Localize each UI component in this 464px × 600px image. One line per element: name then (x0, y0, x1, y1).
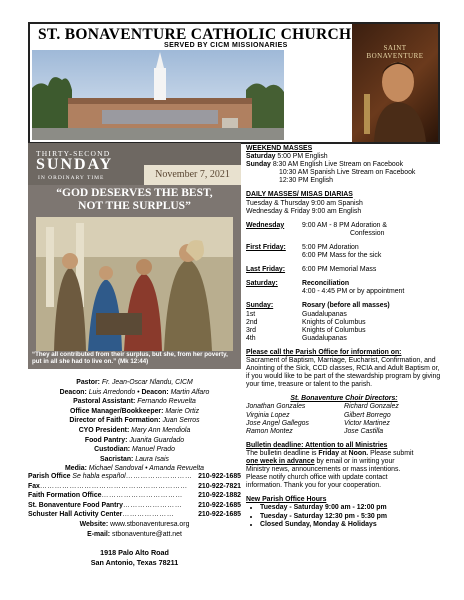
sunday-word: SUNDAY (36, 156, 114, 173)
office-hours-item: • Closed Sunday, Monday & Holidays (260, 521, 442, 529)
contact-label: Schuster Hall Activity Center (28, 511, 123, 519)
email-label: E-mail: (87, 530, 111, 538)
schedule-column (246, 145, 442, 529)
email-link[interactable]: stbonaventure@att.net (112, 530, 182, 538)
website-label: Website: (79, 520, 109, 528)
staff-role: Custodian: (94, 446, 131, 454)
sunday-date: November 7, 2021 (144, 165, 241, 185)
church-name: ST. BONAVENTURE CATHOLIC CHURCH (38, 26, 352, 43)
staff-name: Fernando Revuelta (137, 398, 196, 406)
bulletin-text: Noon. (348, 449, 369, 457)
bulletin-text: The bulletin deadline is (246, 449, 319, 457)
schedule-line: 4:00 - 4:45 PM or by appointment (302, 288, 405, 296)
choir-name: Jonathan Gonzales (246, 403, 306, 411)
bulletin-line: Please notify church office with update contact (246, 474, 388, 482)
contact-dots: …………………………………………………… (39, 482, 188, 490)
schedule-label: Wednesday (246, 221, 285, 229)
contact-label: Fax (28, 482, 40, 490)
reflection-title-line1: “GOD DESERVES THE BEST, (56, 187, 213, 199)
staff-directory (28, 378, 241, 474)
staff-role: Sacristan: (100, 455, 134, 463)
daily-mass-line: Tuesday & Thursday 9:00 am Spanish (246, 199, 363, 207)
widows-mite-painting (36, 217, 233, 351)
staff-role: Deacon: (141, 388, 169, 396)
staff-name: Manuel Prado (132, 446, 175, 454)
contact-label-note: Se habla español (70, 473, 126, 480)
schedule-detail (302, 280, 442, 296)
staff-name: Juan Serros (162, 417, 200, 425)
parish-info-title: Please call the Parish Office for information on: (246, 348, 402, 356)
contact-row (28, 510, 241, 520)
choir-row (246, 428, 442, 436)
staff-name: Mary Ann Mendiola (131, 426, 191, 434)
bulletin-line (246, 458, 442, 466)
contact-dots: …………………… (122, 501, 183, 509)
parish-info-body: Sacrament of Baptism, Marriage, Eucharist, Confirmation, and Anointing of the Sick, CCD classes, RCIA and Adult Baptism or, if you would like to be part of the stewardship program by giving your time, treasure or talent to the parish. (246, 356, 441, 389)
rosary-group: Guadalupanas (302, 310, 347, 318)
staff-role: Food Pantry: (84, 436, 128, 444)
schedule-line: Reconciliation (302, 280, 350, 288)
header-banner (28, 22, 440, 144)
contact-phone[interactable]: 210-922-1685 (198, 501, 241, 509)
schedule-line: 6:00 PM Memorial Mass (302, 266, 377, 274)
choir-row (246, 403, 442, 411)
staff-role: Pastoral Assistant: (73, 398, 136, 406)
staff-row (28, 426, 241, 436)
schedule-row (246, 222, 442, 238)
bulletin-text: by email or in writing your (314, 458, 395, 465)
email-row (28, 530, 241, 540)
served-by: SERVED BY CICM MISSIONARIES (164, 42, 288, 49)
contact-label-text: Parish Office (28, 473, 71, 480)
contact-row (28, 482, 241, 492)
bulletin-text: Please submit (368, 449, 414, 457)
staff-row (28, 407, 241, 417)
address-city: San Antonio, Texas 78211 (90, 558, 179, 567)
staff-role: Director of Faith Formation: (69, 417, 161, 425)
church-address (28, 548, 241, 568)
sunday-week: THIRTY-SECOND (36, 149, 111, 158)
staff-role: Pastor: (76, 379, 100, 386)
office-hours-list (246, 504, 442, 528)
contact-label (28, 472, 126, 482)
schedule-detail: 9:00 AM - 8 PM Adoration & Confession (302, 222, 442, 238)
rosary-header (246, 302, 442, 310)
bulletin-text: Friday (318, 449, 340, 457)
sunday-label: Sunday (246, 161, 271, 169)
rosary-row (246, 311, 442, 319)
office-hours-item: • Tuesday - Saturday 12:30 pm - 5:30 pm (260, 513, 442, 521)
staff-name: Marie Ortiz (165, 407, 200, 415)
bulletin-line (246, 450, 442, 458)
contact-phone[interactable]: 210-922-7821 (198, 482, 241, 490)
staff-row (28, 397, 241, 407)
bulletin-deadline-title: Bulletin deadline: Attention to all Ministries (246, 441, 388, 449)
rosary-week: 4th (246, 334, 256, 342)
staff-row (28, 445, 241, 455)
reflection-title (38, 187, 231, 213)
saturday-label: Saturday (246, 153, 276, 161)
staff-role: Media: (65, 465, 87, 473)
office-hours-title: New Parish Office Hours (246, 496, 327, 504)
choir-row (246, 412, 442, 420)
sunday-reflection-panel (28, 143, 241, 369)
scripture-caption: “They all contributed from their surplus, but she, from her poverty, put in all she had to live on.” (Mk 12:44) (32, 351, 228, 366)
schedule-line: 6:00 PM Mass for the sick (302, 252, 382, 260)
contact-dots: ………………… (122, 511, 175, 519)
rosary-row (246, 335, 442, 343)
contact-phone[interactable]: 210-922-1685 (198, 473, 241, 480)
staff-name: Martin Alfaro (170, 388, 210, 396)
sunday-mass (246, 161, 442, 169)
staff-name: Luis Arredondo • (88, 388, 142, 396)
rosary-row (246, 319, 442, 327)
reflection-title-line2: NOT THE SURPLUS” (78, 200, 191, 212)
contact-phone[interactable]: 210-922-1882 (198, 492, 241, 500)
schedule-line: 5:00 PM Adoration (302, 243, 359, 251)
contact-row (28, 472, 241, 482)
schedule-row (246, 266, 442, 274)
schedule-row (246, 280, 442, 296)
contact-numbers (28, 472, 241, 539)
saint-figure (352, 24, 438, 142)
church-photo (32, 50, 284, 140)
staff-row (28, 436, 241, 446)
bulletin-line: Ministry news, announcements or mass intentions. (246, 466, 401, 474)
saint-label-line2: BONAVENTURE (366, 52, 424, 60)
bulletin-text: one week in advance (246, 458, 315, 465)
saturday-mass (246, 153, 442, 161)
website-row (28, 520, 241, 530)
daily-masses-title: DAILY MASSES/ MISAS DIARIAS (246, 191, 353, 199)
rosary-title: Rosary (before all masses) (302, 302, 390, 310)
sunday-time: 10:30 AM Spanish Live Stream on Facebook (279, 169, 416, 177)
staff-role: Office Manager/Bookkeeper: (69, 407, 164, 415)
contact-phone[interactable]: 210-922-1685 (198, 511, 241, 519)
contact-row (28, 501, 241, 511)
address-street: 1918 Palo Alto Road (100, 548, 169, 557)
schedule-label: First Friday: (246, 243, 286, 251)
staff-name: Juanita Guardado (129, 436, 185, 444)
rosary-week: 2nd (246, 318, 258, 326)
contact-dots: ……………………… (125, 473, 193, 480)
office-hours-item: • Tuesday - Saturday 9:00 am - 12:00 pm (260, 504, 442, 512)
staff-name: Michael Sandoval • Amanda Revuelta (88, 465, 204, 473)
saint-label-line1: SAINT (383, 44, 407, 52)
contact-label: Faith Formation Office (28, 492, 102, 500)
staff-row (28, 416, 241, 426)
choir-name: Ramon Montez (246, 427, 293, 435)
schedule-label: Last Friday: (246, 266, 286, 274)
choir-name: Gilbert Borrego (344, 411, 391, 419)
choir-name: Victor Martinez (344, 419, 390, 427)
rosary-label: Sunday: (246, 302, 274, 310)
sunday-time: 8:30 AM English Live Stream on Facebook (272, 161, 404, 169)
staff-name: Fr. Jean-Oscar Nlandu, CICM (101, 379, 193, 386)
rosary-group: Knights of Columbus (302, 326, 366, 334)
staff-row (28, 455, 241, 465)
staff-role: CYO President: (78, 426, 130, 434)
rosary-week: 3rd (246, 326, 256, 334)
staff-name: Laura Isais (135, 455, 169, 463)
weekend-masses-title: WEEKEND MASSES (246, 145, 313, 152)
schedule-detail (302, 244, 442, 260)
choir-name: Jose Castilla (344, 427, 384, 435)
schedule-row (246, 244, 442, 260)
staff-row (28, 378, 241, 388)
choir-name: Jose Angel Gallegos (246, 419, 309, 427)
schedule-line: 9:00 AM - 8 PM Adoration & (302, 221, 388, 229)
saturday-time: 5:00 PM English (277, 153, 328, 161)
choir-name: Richard Gonzalez (344, 403, 399, 411)
contact-label: St. Bonaventure Food Pantry (28, 501, 123, 509)
staff-row (28, 388, 241, 398)
rosary-group: Knights of Columbus (302, 318, 366, 326)
rosary-week: 1st (246, 310, 256, 318)
choir-title: St. Bonaventure Choir Directors: (290, 395, 398, 403)
staff-role: Deacon: (59, 388, 87, 396)
website-link[interactable]: www.stbonaventuresa.org (110, 520, 190, 528)
choir-name: Virginia Lopez (246, 411, 290, 419)
contact-dots: …………………………… (101, 492, 183, 500)
rosary-row (246, 327, 442, 335)
bulletin-line: information. Thank you for your cooperation. (246, 482, 382, 490)
bulletin-text: at (339, 449, 349, 457)
contact-row (28, 491, 241, 501)
daily-mass-line: Wednesday & Friday 9:00 am English (246, 207, 362, 215)
choir-row (246, 420, 442, 428)
rosary-group: Guadalupanas (302, 334, 347, 342)
sunday-time: 12:30 PM English (279, 177, 334, 185)
saint-bonaventure-portrait (352, 24, 438, 142)
ordinary-time: IN ORDINARY TIME (38, 175, 105, 181)
schedule-label: Saturday: (246, 280, 278, 288)
